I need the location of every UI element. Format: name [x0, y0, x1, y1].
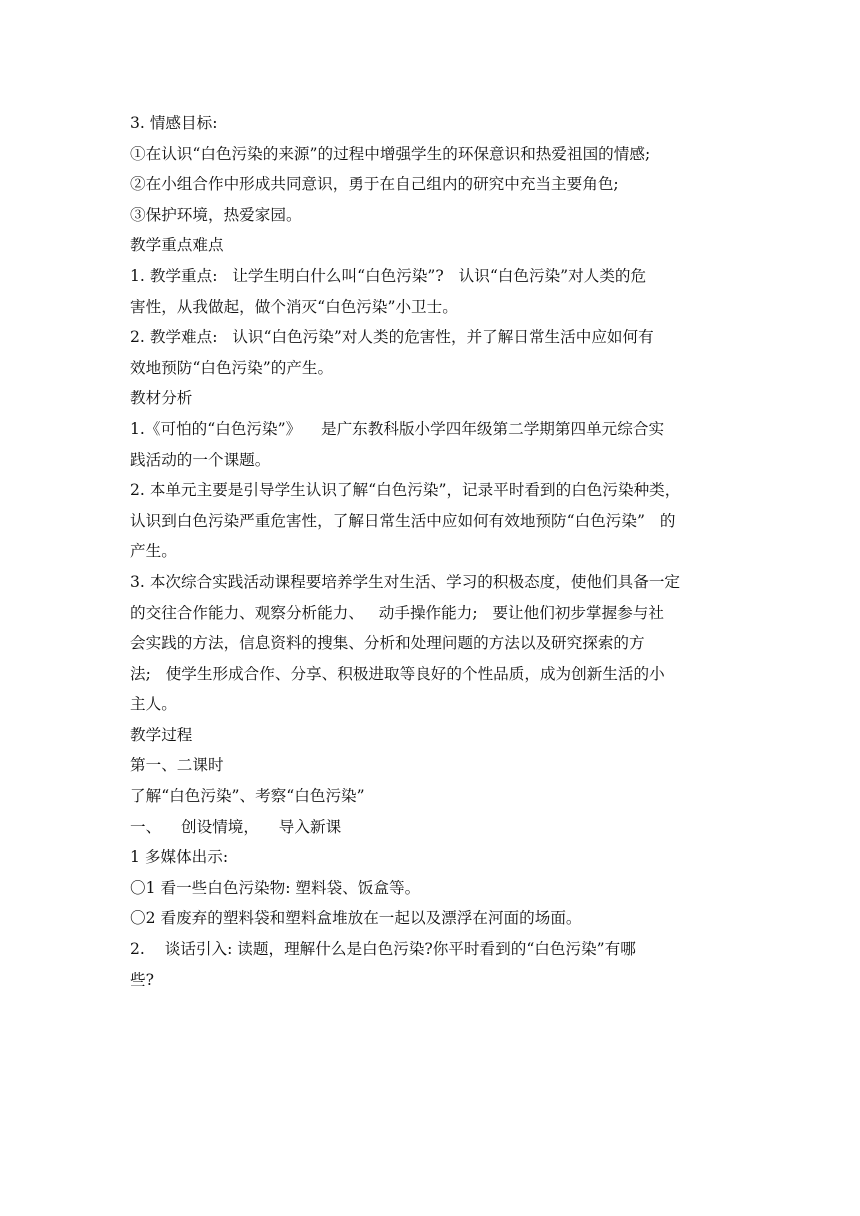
multimedia-display-label: 1 多媒体出示:: [130, 848, 229, 867]
analysis-item-3-line-4: 法; 使学生形成合作、分享、积极进取等良好的个性品质，成为创新生活的小: [130, 664, 665, 683]
key-point-1-line-1: 1. 教学重点: 让学生明白什么叫“白色污染”? 认识“白色污染”对人类的危: [130, 266, 647, 285]
analysis-item-2-line-1: 2. 本单元主要是引导学生认识了解“白色污染”，记录平时看到的白色污染种类，: [130, 481, 681, 500]
material-analysis-heading: 教材分析: [130, 389, 193, 408]
difficult-point-line-1: 2. 教学难点: 认识“白色污染”对人类的危害性，并了解日常生活中应如何有: [130, 328, 654, 347]
section-one-heading: 一、 创设情境， 导入新课: [130, 817, 342, 836]
lesson-period-heading: 第一、二课时: [130, 756, 224, 775]
analysis-item-3-line-3: 会实践的方法，信息资料的搜集、分析和处理问题的方法以及研究探索的方: [130, 634, 645, 653]
analysis-item-2-line-3: 产生。: [130, 542, 177, 561]
difficult-point-line-2: 效地预防“白色污染”的产生。: [130, 358, 334, 377]
multimedia-item-2: 〇2 看废弃的塑料袋和塑料盒堆放在一起以及漂浮在河面的场面。: [130, 909, 582, 928]
analysis-item-3-line-2: 的交往合作能力、观察分析能力、 动手操作能力; 要让他们初步掌握参与社: [130, 603, 664, 622]
teaching-process-heading: 教学过程: [130, 725, 193, 744]
talk-intro-line-1: 2. 谈话引入: 读题，理解什么是白色污染?你平时看到的“白色污染”有哪: [130, 940, 636, 959]
analysis-item-3-line-5: 主人。: [130, 695, 177, 714]
key-points-heading: 教学重点难点: [130, 236, 224, 255]
multimedia-item-1: 〇1 看一些白色污染物: 塑料袋、饭盒等。: [130, 878, 421, 897]
talk-intro-line-2: 些?: [130, 970, 154, 989]
affective-goal-item-1: ①在认识“白色污染的来源”的过程中增强学生的环保意识和热爱祖国的情感;: [130, 144, 651, 163]
affective-goal-item-2: ②在小组合作中形成共同意识，勇于在自己组内的研究中充当主要角色;: [130, 175, 619, 194]
key-point-1-line-2: 害性，从我做起，做个消灭“白色污染”小卫士。: [130, 297, 458, 316]
lesson-topic: 了解“白色污染”、考察“白色污染”: [130, 787, 365, 806]
affective-goal-item-3: ③保护环境，热爱家园。: [130, 205, 302, 224]
affective-goal-heading: 3. 情感目标:: [130, 114, 218, 132]
analysis-item-1-line-1: 1.《可怕的“白色污染”》 是广东教科版小学四年级第二学期第四单元综合实: [130, 419, 665, 438]
analysis-item-1-line-2: 践活动的一个课题。: [130, 450, 271, 469]
analysis-item-2-line-2: 认识到白色污染严重危害性，了解日常生活中应如何有效地预防“白色污染” 的: [130, 511, 676, 530]
analysis-item-3-line-1: 3. 本次综合实践活动课程要培养学生对生活、学习的积极态度，使他们具备一定: [130, 572, 681, 591]
document-body: [130, 108, 732, 995]
